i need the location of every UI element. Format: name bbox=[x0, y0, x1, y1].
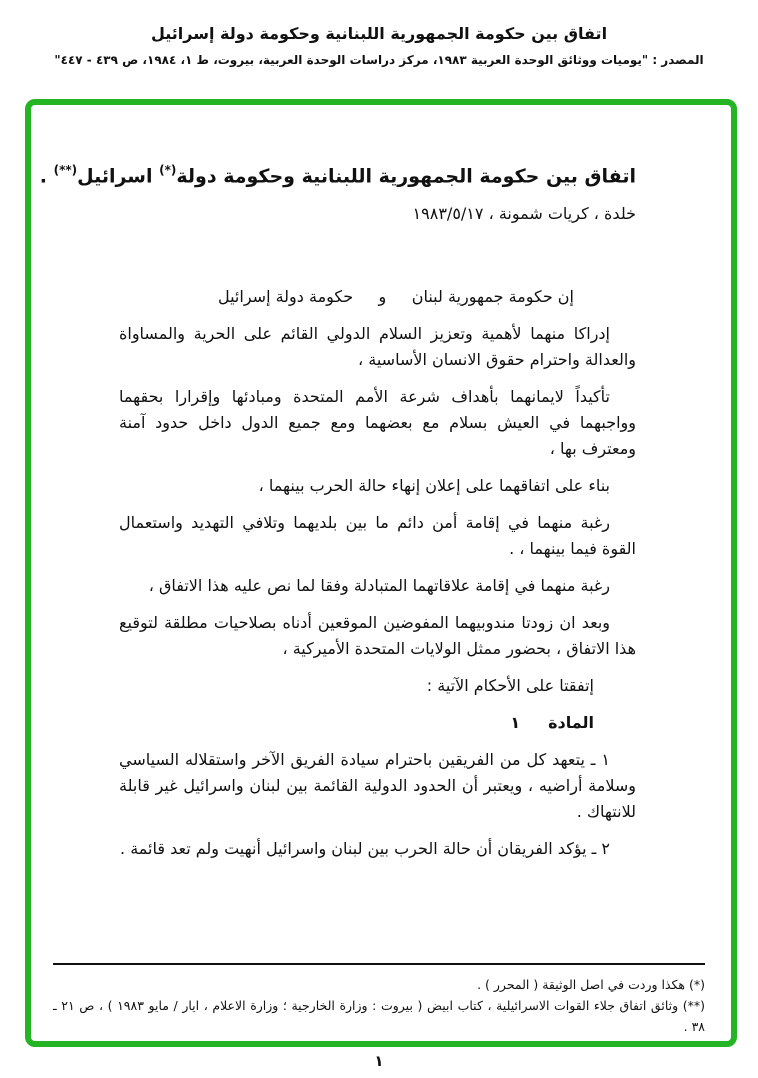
header-source-line: المصدر : "يوميات ووثائق الوحدة العربية ١٩٨٣، مركز دراسات الوحدة العربية، بيروت، ط ١، ١٩٨٤، ص ٤٣٩ - ٤٤٧" bbox=[54, 53, 704, 67]
article-1-clause-1: ١ ـ يتعهد كل من الفريقين باحترام سيادة الفريق الآخر واستقلاله السياسي وسلامة أراضيه ، ويعتبر أن الحدود الدولية القائمة بين لبنان واسرائيل غير قابلة للانتهاك . bbox=[119, 750, 636, 822]
preamble-paragraph-5: رغبة منهما في إقامة علاقاتهما المتبادلة وفقا لما نص عليه هذا الاتفاق ، bbox=[148, 576, 610, 596]
footnote-marker-2: (**) bbox=[53, 163, 78, 177]
preamble-paragraph-agreement: إتفقتا على الأحكام الآتية : bbox=[426, 676, 594, 696]
dateline: خلدة ، كريات شمونة ، ١٩٨٣/٥/١٧ bbox=[412, 204, 636, 224]
article-number: ١ bbox=[510, 713, 521, 733]
document-title bbox=[39, 157, 636, 190]
document-title-period: . bbox=[39, 165, 54, 188]
preamble-paragraph-parties: إن حكومة جمهورية لبنان و حكومة دولة إسرائيل bbox=[217, 287, 574, 307]
footnote-1: (*) هكذا وردت في اصل الوثيقة ( المحرر ) . bbox=[477, 977, 705, 992]
preamble-paragraph-1: إدراكا منهما لأهمية وتعزيز السلام الدولي القائم على الحرية والمساواة والعدالة واحترام حقوق الانسان الأساسية ، bbox=[119, 324, 636, 370]
page-number: ١ bbox=[374, 1052, 384, 1070]
preamble-paragraph-4: رغبة منهما في إقامة أمن دائم ما بين بلديهما وتلافي التهديد واستعمال القوة فيما بينهما ، . bbox=[119, 513, 636, 559]
preamble-paragraph-2: تأكيداً لايمانهما بأهداف شرعة الأمم المتحدة ومبادئها وإقرارا بحقهما وواجبهما في العيش بسلام مع بعضهما ومع جميع الدول داخل حدود آمنة ومعترف بها ، bbox=[119, 387, 636, 459]
article-label: المادة bbox=[548, 713, 594, 733]
header-title: اتفاق بين حكومة الجمهورية اللبنانية وحكومة دولة إسرائيل bbox=[150, 24, 608, 43]
preamble-paragraph-3: بناء على اتفاقهما على إعلان إنهاء حالة الحرب بينهما ، bbox=[258, 476, 610, 496]
document-body bbox=[31, 105, 731, 1041]
footnotes-section bbox=[53, 963, 705, 1037]
document-frame bbox=[25, 99, 737, 1047]
document-title-text: اتفاق بين حكومة الجمهورية اللبنانية وحكومة دولة bbox=[176, 165, 636, 188]
preamble-paragraph-6: وبعد ان زودتا مندوبيهما المفوضين الموقعين أدناه بصلاحيات مطلقة لتوقيع هذا الاتفاق ، بحضور ممثل الولايات المتحدة الأميركية ، bbox=[119, 613, 636, 659]
document-title-text-2: اسرائيل bbox=[77, 165, 160, 188]
article-1-heading bbox=[119, 710, 636, 736]
footnote-2: (**) وثائق اتفاق جلاء القوات الاسرائيلية ، كتاب ابيض ( بيروت : وزارة الخارجية ؛ وزارة الاعلام ، ايار / مايو ١٩٨٣ ) ، ص ٢١ ـ ٣٨ . bbox=[53, 998, 705, 1034]
page-header bbox=[0, 24, 758, 67]
footnote-marker-1: (*) bbox=[159, 163, 177, 177]
preamble bbox=[119, 284, 636, 862]
article-1-clause-2: ٢ ـ يؤكد الفريقان أن حالة الحرب بين لبنان واسرائيل أنهيت ولم تعد قائمة . bbox=[120, 839, 610, 859]
